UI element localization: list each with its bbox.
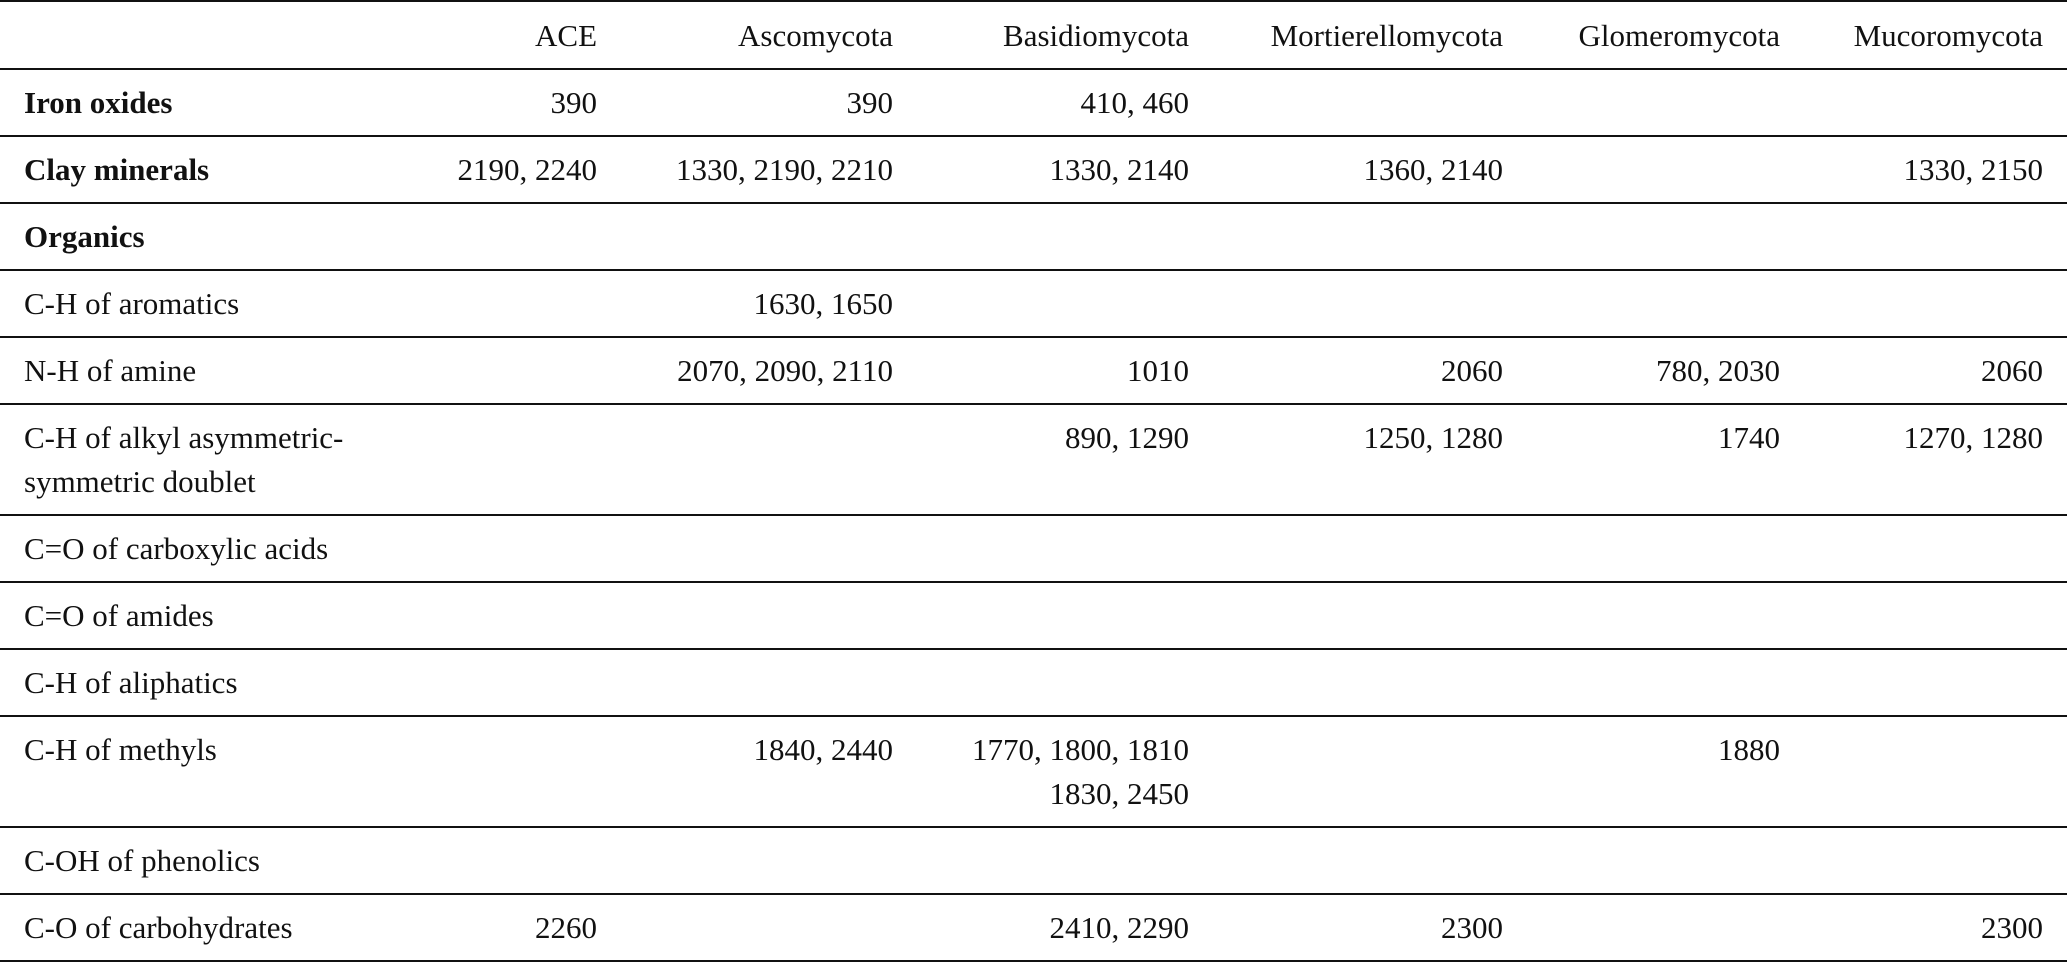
table-cell [1527,894,1804,961]
table-cell [416,404,621,515]
cell-value: 890, 1290 [1065,420,1189,455]
table-cell [1804,582,2067,649]
table-cell [621,649,917,716]
table-cell [1804,136,2067,203]
table-cell [416,337,621,404]
row-label-line: C=O of carboxylic acids [24,531,329,566]
cell-value: 2300 [1981,910,2043,945]
table-cell [917,827,1213,894]
table-cell [1213,270,1527,337]
cell-value: 1270, 1280 [1903,420,2043,455]
table-cell [917,69,1213,136]
table-cell [1527,69,1804,136]
table-cell [621,894,917,961]
table-cell [917,203,1213,270]
cell-value: 2060 [1981,353,2043,388]
cell-value: 1250, 1280 [1363,420,1503,455]
row-label [0,69,416,136]
row-label [0,404,416,515]
table-cell [1527,582,1804,649]
cell-value: 2260 [535,910,597,945]
row-label-line: C-H of methyls [24,732,217,767]
header-cell-ace: ACE [416,1,621,69]
header-cell-glomeromycota: Glomeromycota [1527,1,1804,69]
cell-value: 1010 [1127,353,1189,388]
cell-value: 1360, 2140 [1363,152,1503,187]
table-cell [917,515,1213,582]
row-label-line: C-O of carbohydrates [24,910,293,945]
row-label [0,894,416,961]
row-label [0,515,416,582]
table-cell [416,582,621,649]
table-cell [1527,337,1804,404]
table-cell [917,337,1213,404]
cell-value: 410, 460 [1080,85,1189,120]
cell-value: 2060 [1441,353,1503,388]
table-cell [917,582,1213,649]
cell-value: 1880 [1718,732,1780,767]
table-cell [621,337,917,404]
cell-value: 390 [550,85,597,120]
table-cell [1804,69,2067,136]
header-cell-blank [0,1,416,69]
table-cell [917,649,1213,716]
table-row [0,270,2067,337]
table-row [0,337,2067,404]
cell-value: 1330, 2190, 2210 [676,152,893,187]
table-cell [621,203,917,270]
row-label [0,582,416,649]
table-cell [621,404,917,515]
cell-value: 1330, 2140 [1049,152,1189,187]
cell-value: 2070, 2090, 2110 [677,353,893,388]
cell-value: 390 [846,85,893,120]
table-cell [1213,337,1527,404]
row-label [0,136,416,203]
cell-value: 1740 [1718,420,1780,455]
table-cell [1804,827,2067,894]
cell-value: 1330, 2150 [1903,152,2043,187]
table-cell [416,649,621,716]
header-cell-mortierellomycota: Mortierellomycota [1213,1,1527,69]
table-cell [621,827,917,894]
table-row [0,404,2067,515]
table-cell [416,203,621,270]
table-cell [416,894,621,961]
table-cell [1213,515,1527,582]
table-cell [917,404,1213,515]
header-cell-mucoromycota: Mucoromycota [1804,1,2067,69]
table-cell [1213,404,1527,515]
table-cell [1804,270,2067,337]
cell-value: 1840, 2440 [753,732,893,767]
cell-value: 1830, 2450 [1049,776,1189,811]
table-cell [1804,894,2067,961]
table-row [0,894,2067,961]
table-cell [416,827,621,894]
table-cell [621,136,917,203]
table-cell [416,515,621,582]
table-cell [917,270,1213,337]
table-cell [1213,827,1527,894]
table-cell [621,515,917,582]
table-cell [917,136,1213,203]
header-cell-basidiomycota: Basidiomycota [917,1,1213,69]
table-row [0,203,2067,270]
table-body [0,69,2067,961]
cell-value: 1770, 1800, 1810 [972,732,1189,767]
table-cell [1804,716,2067,827]
table-cell [416,69,621,136]
row-label-line: symmetric doublet [24,464,256,499]
row-label-line: C-H of aromatics [24,286,240,321]
table-cell [1527,270,1804,337]
table-cell [1527,716,1804,827]
table-cell [1213,203,1527,270]
table-cell [917,716,1213,827]
table-cell [1804,337,2067,404]
table-header [0,1,2067,69]
table-cell [416,136,621,203]
table-cell [1527,203,1804,270]
header-row [0,1,2067,69]
row-label-line: Organics [24,219,145,254]
cell-value: 1630, 1650 [753,286,893,321]
table-row [0,716,2067,827]
table-cell [1527,515,1804,582]
row-label-line: N-H of amine [24,353,197,388]
row-label [0,270,416,337]
header-cell-ascomycota: Ascomycota [621,1,917,69]
table-row [0,515,2067,582]
row-label [0,337,416,404]
table-row [0,69,2067,136]
row-label [0,203,416,270]
table-cell [1804,515,2067,582]
table-cell [621,270,917,337]
table-cell [1213,649,1527,716]
table-row [0,582,2067,649]
table-cell [1213,69,1527,136]
table-row [0,827,2067,894]
table-cell [416,716,621,827]
table-cell [1527,136,1804,203]
table-cell [1213,716,1527,827]
table-cell [621,582,917,649]
cell-value: 780, 2030 [1656,353,1780,388]
table-cell [1213,582,1527,649]
cell-value: 2300 [1441,910,1503,945]
cell-value: 2410, 2290 [1049,910,1189,945]
row-label [0,827,416,894]
table-cell [1213,136,1527,203]
cell-value: 2190, 2240 [457,152,597,187]
row-label [0,649,416,716]
table-cell [1527,404,1804,515]
table-cell [621,716,917,827]
table-cell [1527,827,1804,894]
row-label-line: C-H of aliphatics [24,665,238,700]
table-cell [416,270,621,337]
row-label-line: Iron oxides [24,85,173,120]
row-label-line: C-H of alkyl asymmetric- [24,420,344,455]
row-label-line: C-OH of phenolics [24,843,260,878]
table-cell [1804,404,2067,515]
table-cell [1213,894,1527,961]
row-label-line: Clay minerals [24,152,210,187]
table-row [0,649,2067,716]
table-cell [1804,203,2067,270]
table-cell [917,894,1213,961]
table-row [0,136,2067,203]
table-cell [621,69,917,136]
row-label [0,716,416,827]
table-cell [1527,649,1804,716]
table-cell [1804,649,2067,716]
row-label-line: C=O of amides [24,598,214,633]
